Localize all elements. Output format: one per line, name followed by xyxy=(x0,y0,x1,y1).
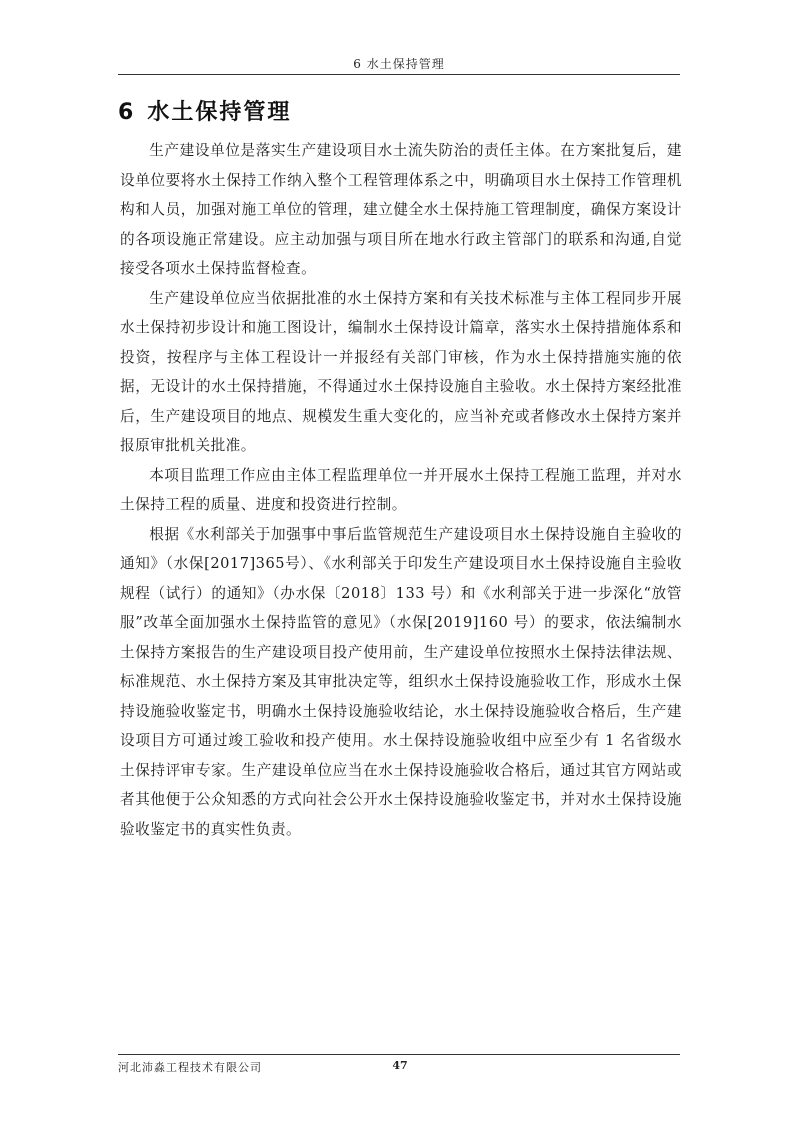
paragraph: 生产建设单位是落实生产建设项目水土流失防治的责任主体。在方案批复后，建设单位要将水土保持工作纳入整个工程管理体系之中，明确项目水土保持工作管理机构和人员，加强对施工单位的管理，建立健全水土保持施工管理制度，确保方案设计的各项设施正常建设。应主动加强与项目所在地水行政主管部门的联系和沟通,自觉接受各项水土保持监督检查。 xyxy=(120,142,682,277)
paragraph: 本项目监理工作应由主体工程监理单位一并开展水土保持工程施工监理，并对水土保持工程的质量、进度和投资进行控制。 xyxy=(120,466,682,513)
footer-divider xyxy=(118,1054,680,1055)
paragraph: 根据《水利部关于加强事中事后监管规范生产建设项目水土保持设施自主验收的通知》（水保[2017]365号）、《水利部关于印发生产建设项目水土保持设施自主验收规程（试行）的通知》（办水保〔2018〕133 号）和《水利部关于进一步深化“放管服”改革全面加强水土保持监管的意见》（水保[2019]160 号）的要求，依法编制水土保持方案报告的生产建设项目投产使用前，生产建设单位按照水土保持法律法规、标准规范、水土保持方案及其审批决定等，组织水土保持设施验收工作，形成水土保持设施验收鉴定书，明确水土保持设施验收结论，水土保持设施验收合格后，生产建设项目方可通过竣工验收和投产使用。水土保持设施验收组中应至少有 1 名省级水土保持评审专家。生产建设单位应当在水土保持设施验收合格后，通过其官方网站或者其他便于公众知悉的方式向社会公开水土保持设施验收鉴定书，并对水土保持设施验收鉴定书的真实性负责。 xyxy=(120,525,682,838)
chapter-title-text: 水土保持管理 xyxy=(147,100,292,125)
running-header: 6 水土保持管理 xyxy=(353,57,445,71)
page-number: 47 xyxy=(392,1059,408,1072)
paragraph: 生产建设单位应当依据批准的水土保持方案和有关技术标准与主体工程同步开展水土保持初步设计和施工图设计，编制水土保持设计篇章，落实水土保持措施体系和投资，按程序与主体工程设计一并报经有关部门审核，作为水土保持措施实施的依据，无设计的水土保持措施，不得通过水土保持设施自主验收。水土保持方案经批准后，生产建设项目的地点、规模发生重大变化的，应当补充或者修改水土保持方案并报原审批机关批准。 xyxy=(120,289,682,454)
body-text xyxy=(120,136,682,844)
chapter-number: 6 xyxy=(118,100,136,125)
footer-company: 河北沛淼工程技术有限公司 xyxy=(118,1061,262,1074)
chapter-title xyxy=(118,95,291,126)
header-divider xyxy=(118,74,680,75)
